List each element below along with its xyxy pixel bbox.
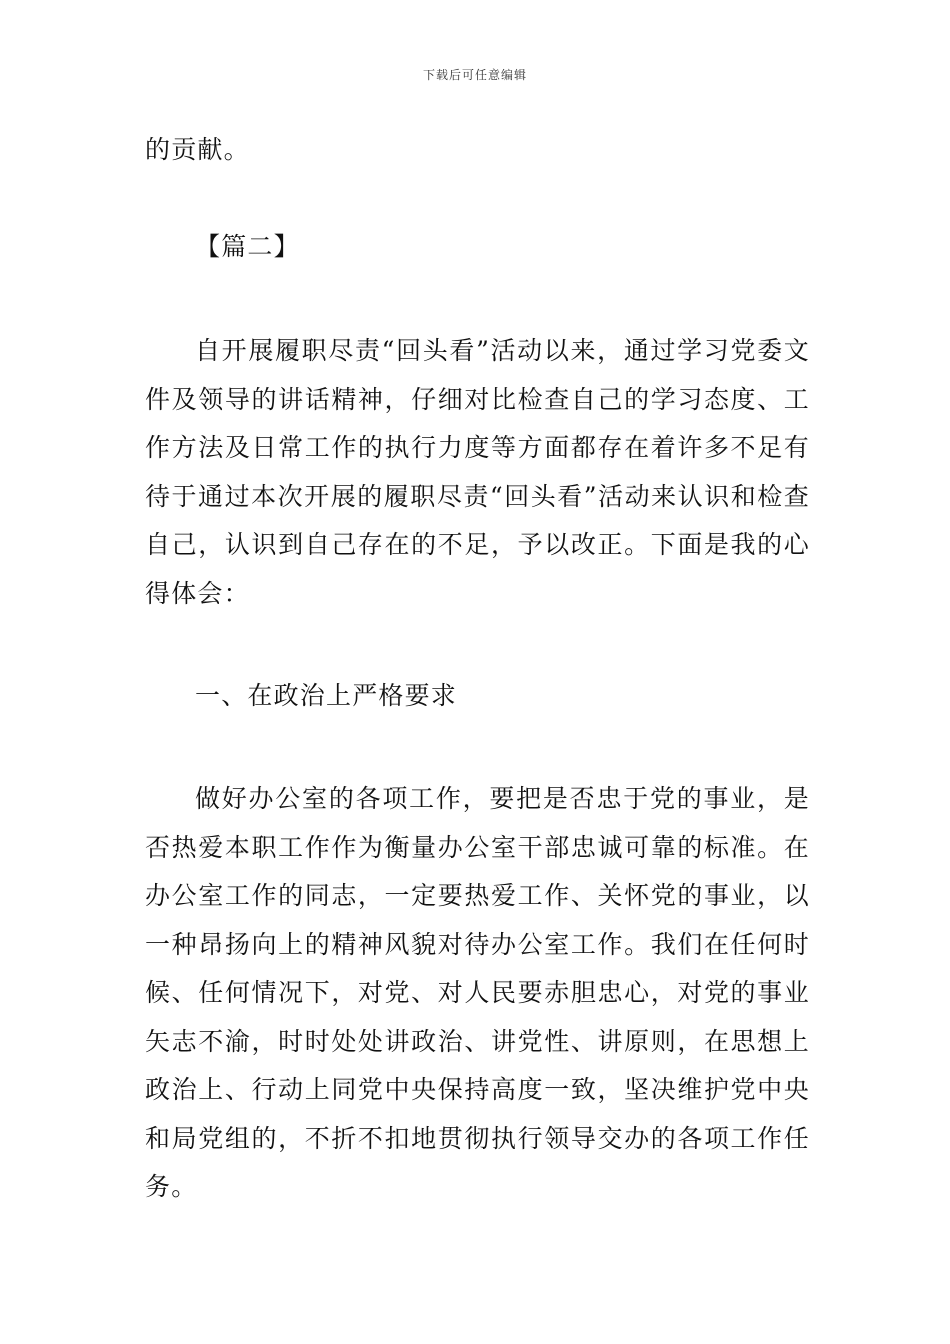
continuation-text: 的贡献。	[145, 135, 250, 164]
section-title: 【篇二】	[195, 232, 300, 261]
politics-paragraph: 做好办公室的各项工作，要把是否忠于党的事业，是否热爱本职工作作为衡量办公室干部忠诚可靠的标准。在办公室工作的同志，一定要热爱工作、关怀党的事业，以一种昂扬向上的精神风貌对待办公室工作。我们在任何时候、任何情况下，对党、对人民要赤胆忠心，对党的事业矢志不渝，时时处处讲政治、讲党性、讲原则，在思想上政治上、行动上同党中央保持高度一致，坚决维护党中央和局党组的，不折不扣地贯彻执行领导交办的各项工作任务。	[145, 784, 810, 1201]
heading-one: 一、在政治上严格要求	[195, 681, 458, 710]
intro-paragraph: 自开展履职尽责“回头看”活动以来，通过学习党委文件及领导的讲话精神，仔细对比检查自己的学习态度、工作方法及日常工作的执行力度等方面都存在着许多不足有待于通过本次开展的履职尽责“回头看”活动来认识和检查自己，认识到自己存在的不足，予以改正。下面是我的心得体会：	[145, 336, 810, 608]
header-note: 下载后可任意编辑	[422, 68, 527, 82]
